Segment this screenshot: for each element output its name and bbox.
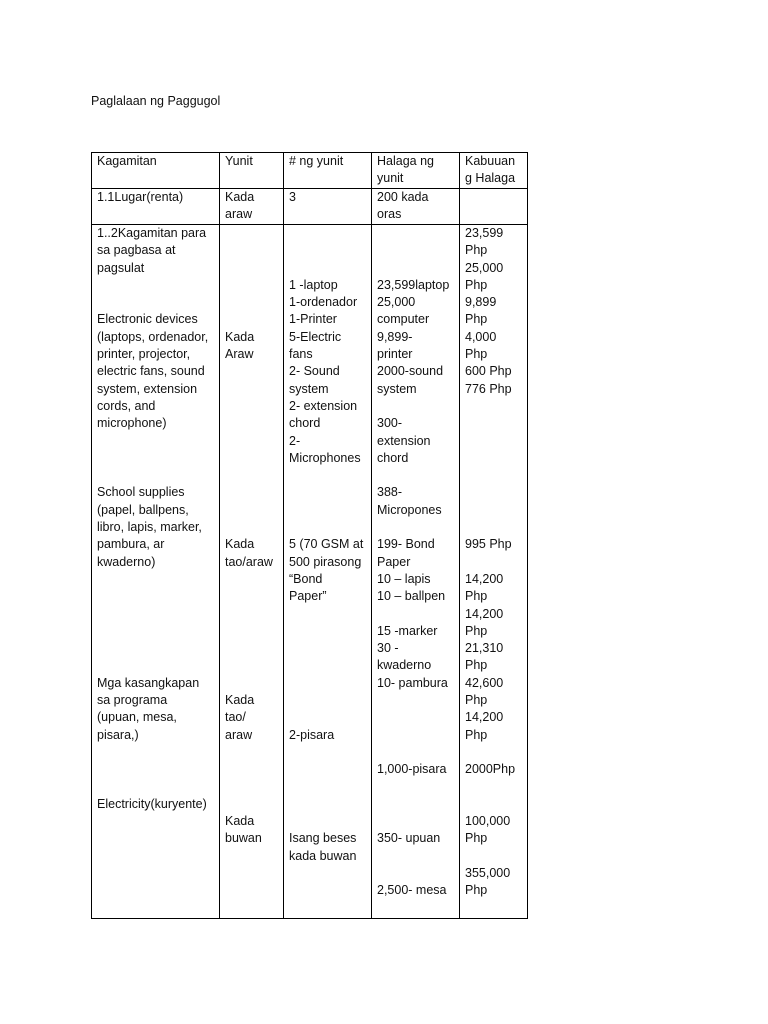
cell-line: Php	[465, 347, 488, 362]
cell-line	[289, 467, 367, 484]
cell-line	[289, 744, 367, 761]
cell-line: Electronic devices	[97, 312, 198, 327]
table-row	[92, 189, 528, 225]
cell-line: 2000Php	[465, 762, 516, 777]
cell-line	[97, 779, 215, 796]
cell-line: extension	[377, 433, 431, 448]
cell-line	[289, 606, 367, 623]
cell-line: 10 – ballpen	[377, 589, 446, 604]
cell-line: Electricity(kuryente)	[97, 796, 207, 811]
header-cell-bilang	[284, 153, 372, 189]
cell-line	[289, 709, 367, 726]
cell-line: Php	[465, 883, 488, 898]
cell-line	[465, 744, 523, 761]
cell-line: Paper	[377, 554, 411, 569]
cell-line	[465, 502, 523, 519]
cell-line: system, extension	[97, 381, 198, 396]
cell-line: Kabuuan	[465, 154, 516, 168]
cell-line: tao/araw	[225, 554, 273, 569]
cell-line	[289, 692, 367, 709]
cell-line	[289, 640, 367, 657]
cell-line: Php	[465, 243, 488, 258]
cell-line: 2-pisara	[289, 727, 335, 742]
cell-line	[465, 484, 523, 501]
cell-line: Kada	[225, 814, 255, 829]
cell-line	[225, 606, 279, 623]
table-cell	[460, 189, 528, 225]
cell-line: Mga kasangkapan	[97, 675, 200, 690]
cell-line	[225, 519, 279, 536]
cell-line	[377, 467, 455, 484]
cell-line: kada buwan	[289, 848, 357, 863]
cell-line	[289, 813, 367, 830]
cell-line	[465, 519, 523, 536]
table-cell	[372, 225, 460, 919]
cell-line: 1.1Lugar(renta)	[97, 190, 184, 204]
cell-line: Isang beses	[289, 831, 357, 846]
cell-line	[225, 761, 279, 778]
cell-line: 776 Php	[465, 381, 512, 396]
cell-line	[225, 571, 279, 588]
cell-line	[97, 433, 215, 450]
cell-line: Kada	[225, 190, 255, 204]
cell-line: Araw	[225, 347, 254, 362]
cell-line: libro, lapis, marker,	[97, 520, 202, 535]
header-cell-kagamitan	[92, 153, 220, 189]
cell-line	[377, 796, 455, 813]
cell-line	[97, 294, 215, 311]
cell-line	[225, 796, 279, 813]
cell-line	[289, 623, 367, 640]
cell-line: 2000-sound	[377, 364, 444, 379]
cell-line	[465, 415, 523, 432]
cell-line: 25,000	[377, 295, 416, 310]
cell-line: Php	[465, 589, 488, 604]
cell-line: 10- pambura	[377, 675, 448, 690]
cell-line	[225, 242, 279, 259]
cell-line	[225, 675, 279, 692]
cell-line: 995 Php	[465, 537, 512, 552]
cell-line: 1-Printer	[289, 312, 337, 327]
cell-line	[225, 467, 279, 484]
cell-line: Php	[465, 658, 488, 673]
cell-line: oras	[377, 207, 402, 222]
table-cell	[284, 189, 372, 225]
cell-line	[225, 433, 279, 450]
cell-line: 5 (70 GSM at	[289, 537, 364, 552]
cell-line: buwan	[225, 831, 262, 846]
cell-line	[225, 294, 279, 311]
cell-line	[97, 450, 215, 467]
cell-line	[377, 813, 455, 830]
cell-line: g Halaga	[465, 171, 516, 186]
cell-line	[377, 865, 455, 882]
cell-line: Paper”	[289, 589, 327, 604]
cell-line	[225, 502, 279, 519]
table-row	[92, 225, 528, 919]
cell-line	[225, 450, 279, 467]
cell-line: 25,000	[465, 260, 504, 275]
document-title: Paglalaan ng Paggugol	[91, 94, 221, 108]
cell-line: electric fans, sound	[97, 364, 205, 379]
cell-line: 14,200	[465, 571, 504, 586]
cell-line	[377, 744, 455, 761]
cell-line	[289, 502, 367, 519]
cell-line	[377, 709, 455, 726]
cell-line: 1..2Kagamitan para	[97, 226, 207, 240]
cell-line	[225, 588, 279, 605]
cell-line: 500 pirasong	[289, 554, 362, 569]
cell-line	[225, 311, 279, 328]
cell-line	[377, 779, 455, 796]
cell-line: 23,599	[465, 226, 504, 240]
cell-line: 21,310	[465, 641, 504, 656]
cell-line	[225, 225, 279, 242]
cell-line: kwaderno	[377, 658, 432, 673]
cell-line	[225, 744, 279, 761]
cell-line	[97, 623, 215, 640]
cell-line	[225, 640, 279, 657]
table-cell	[372, 189, 460, 225]
cell-line: Microphones	[289, 450, 361, 465]
cell-line: fans	[289, 347, 313, 362]
cell-line: Kada	[225, 537, 255, 552]
cell-line	[377, 242, 455, 259]
cell-line	[225, 398, 279, 415]
cell-line: 350- upuan	[377, 831, 441, 846]
header-cell-yunit	[220, 153, 284, 189]
cell-line	[289, 225, 367, 242]
cell-line: Kagamitan	[97, 154, 157, 168]
cell-line: (upuan, mesa,	[97, 710, 177, 725]
cell-line	[225, 779, 279, 796]
cell-line: sa pagbasa at	[97, 243, 176, 258]
cell-line: 14,200	[465, 606, 504, 621]
cell-line: Yunit	[225, 154, 253, 168]
cell-line	[225, 657, 279, 674]
cell-line: # ng yunit	[289, 154, 344, 168]
cell-line	[377, 606, 455, 623]
cell-line: araw	[225, 727, 253, 742]
cell-line: Php	[465, 312, 488, 327]
cell-line: printer, projector,	[97, 347, 191, 362]
table-cell	[284, 225, 372, 919]
cell-line	[465, 796, 523, 813]
cell-line: sa programa	[97, 693, 168, 708]
cell-line	[97, 606, 215, 623]
cell-line	[289, 761, 367, 778]
cell-line: cords, and	[97, 398, 156, 413]
cell-line: “Bond	[289, 571, 323, 586]
header-cell-kabuuan	[460, 153, 528, 189]
table-header-row	[92, 153, 528, 189]
budget-table	[91, 152, 528, 919]
cell-line	[377, 848, 455, 865]
cell-line	[289, 484, 367, 501]
cell-line	[97, 657, 215, 674]
cell-line: pagsulat	[97, 260, 145, 275]
table-cell	[92, 189, 220, 225]
cell-line: 14,200	[465, 710, 504, 725]
cell-line: microphone)	[97, 416, 167, 431]
cell-line	[289, 675, 367, 692]
cell-line: 23,599laptop	[377, 277, 450, 292]
cell-line	[465, 433, 523, 450]
cell-line: pisara,)	[97, 727, 139, 742]
cell-line: 600 Php	[465, 364, 512, 379]
cell-line: 10 – lapis	[377, 571, 431, 586]
cell-line: tao/	[225, 710, 246, 725]
cell-line	[97, 588, 215, 605]
cell-line	[225, 381, 279, 398]
cell-line: 2,500- mesa	[377, 883, 447, 898]
cell-line: 1 -laptop	[289, 277, 338, 292]
cell-line: 2- Sound	[289, 364, 340, 379]
cell-line	[97, 761, 215, 778]
cell-line: 1-ordenador	[289, 295, 358, 310]
cell-line	[225, 363, 279, 380]
cell-line: 388-	[377, 485, 403, 500]
cell-line: system	[289, 381, 329, 396]
cell-line	[377, 398, 455, 415]
cell-line	[465, 554, 523, 571]
cell-line: 30 -	[377, 641, 399, 656]
cell-line	[225, 277, 279, 294]
cell-line: 42,600	[465, 675, 504, 690]
cell-line: Kada	[225, 329, 255, 344]
cell-line: 199- Bond	[377, 537, 435, 552]
cell-line: printer	[377, 347, 413, 362]
cell-line	[289, 242, 367, 259]
cell-line: araw	[225, 207, 253, 222]
cell-line	[97, 467, 215, 484]
table-cell	[220, 189, 284, 225]
cell-line	[465, 779, 523, 796]
cell-line: 200 kada	[377, 190, 429, 204]
cell-line: Php	[465, 623, 488, 638]
cell-line: Php	[465, 277, 488, 292]
cell-line: (laptops, ordenador,	[97, 329, 209, 344]
cell-line	[465, 398, 523, 415]
cell-line: School supplies	[97, 485, 185, 500]
cell-line	[289, 796, 367, 813]
cell-line: 355,000	[465, 865, 511, 880]
cell-line	[97, 640, 215, 657]
cell-line	[289, 657, 367, 674]
cell-line: Micropones	[377, 502, 442, 517]
cell-line	[289, 519, 367, 536]
table-cell	[460, 225, 528, 919]
cell-line: 1,000-pisara	[377, 762, 447, 777]
cell-line: 2-	[289, 433, 301, 448]
cell-line	[225, 484, 279, 501]
cell-line	[465, 189, 523, 206]
cell-line: (papel, ballpens,	[97, 502, 189, 517]
cell-line: computer	[377, 312, 430, 327]
cell-line	[465, 450, 523, 467]
cell-line	[465, 848, 523, 865]
cell-line: Php	[465, 693, 488, 708]
cell-line: Php	[465, 727, 488, 742]
cell-line	[97, 744, 215, 761]
cell-line: Php	[465, 831, 488, 846]
cell-line	[377, 519, 455, 536]
cell-line: 5-Electric	[289, 329, 342, 344]
cell-line: 2- extension	[289, 398, 358, 413]
header-cell-halaga	[372, 153, 460, 189]
cell-line	[377, 692, 455, 709]
cell-line: 100,000	[465, 814, 511, 829]
cell-line: chord	[289, 416, 321, 431]
cell-line: Halaga ng	[377, 154, 434, 168]
cell-line: pambura, ar	[97, 537, 165, 552]
cell-line: yunit	[377, 171, 404, 186]
table-cell	[220, 225, 284, 919]
cell-line	[377, 225, 455, 242]
cell-line	[465, 467, 523, 484]
cell-line: chord	[377, 450, 409, 465]
cell-line	[225, 415, 279, 432]
cell-line: 300-	[377, 416, 403, 431]
cell-line	[225, 623, 279, 640]
cell-line: Kada	[225, 693, 255, 708]
cell-line: 3	[289, 190, 296, 204]
cell-line: 9,899	[465, 295, 497, 310]
cell-line	[289, 779, 367, 796]
cell-line	[97, 571, 215, 588]
cell-line: 9,899-	[377, 329, 413, 344]
cell-line	[289, 260, 367, 277]
cell-line	[377, 727, 455, 744]
cell-line	[97, 277, 215, 294]
cell-line: 4,000	[465, 329, 497, 344]
cell-line: 15 -marker	[377, 623, 438, 638]
cell-line	[225, 260, 279, 277]
cell-line	[377, 260, 455, 277]
table-cell	[92, 225, 220, 919]
cell-line: system	[377, 381, 417, 396]
cell-line: kwaderno)	[97, 554, 156, 569]
